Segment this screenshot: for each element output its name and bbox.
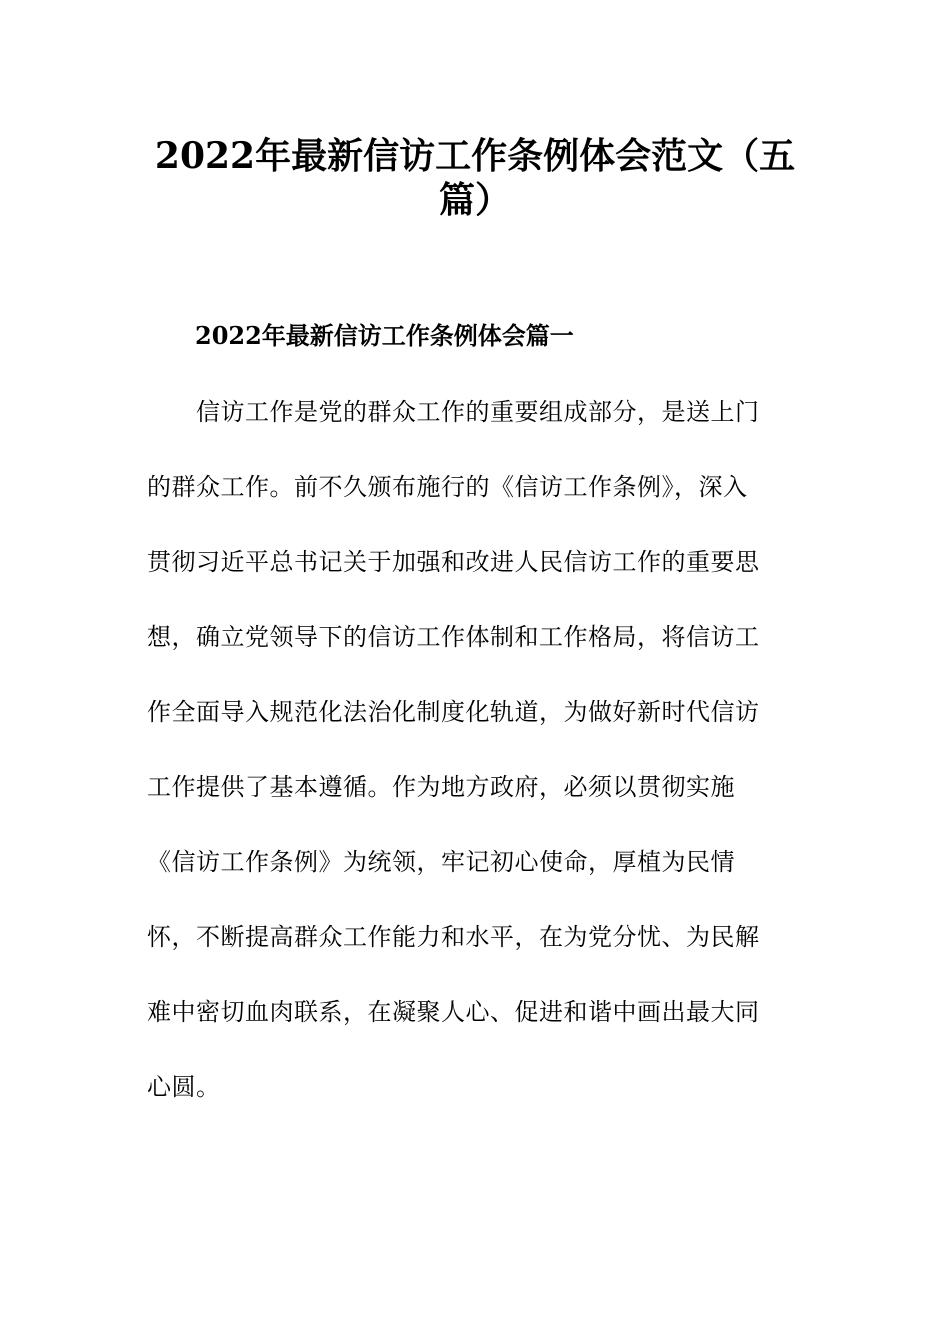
paragraph-line: 作全面导入规范化法治化制度化轨道，为做好新时代信访 [147,698,760,726]
paragraph-line: 怀，不断提高群众工作能力和水平，在为党分忧、为民解 [147,923,760,951]
paragraph-line: 的群众工作。前不久颁布施行的《信访工作条例》，深入 [147,473,748,501]
paragraph-line: 贯彻习近平总书记关于加强和改进人民信访工作的重要思 [147,548,760,576]
paragraph-line: 难中密切血肉联系，在凝聚人心、促进和谐中画出最大同 [147,998,760,1026]
section-heading: 2022年最新信访工作条例体会篇一 [195,321,574,350]
paragraph-line: 工作提供了基本遵循。作为地方政府，必须以贯彻实施 [147,773,735,801]
paragraph-line: 心圆。 [147,1073,221,1101]
document-title-line-1: 2022年最新信访工作条例体会范文（五 [154,135,796,177]
paragraph-line: 想，确立党领导下的信访工作体制和工作格局，将信访工 [147,623,760,651]
paragraph-line: 《信访工作条例》为统领，牢记初心使命，厚植为民情 [147,848,735,876]
document-title-line-2: 篇） [438,179,511,221]
paragraph-line: 信访工作是党的群众工作的重要组成部分，是送上门 [147,398,760,426]
